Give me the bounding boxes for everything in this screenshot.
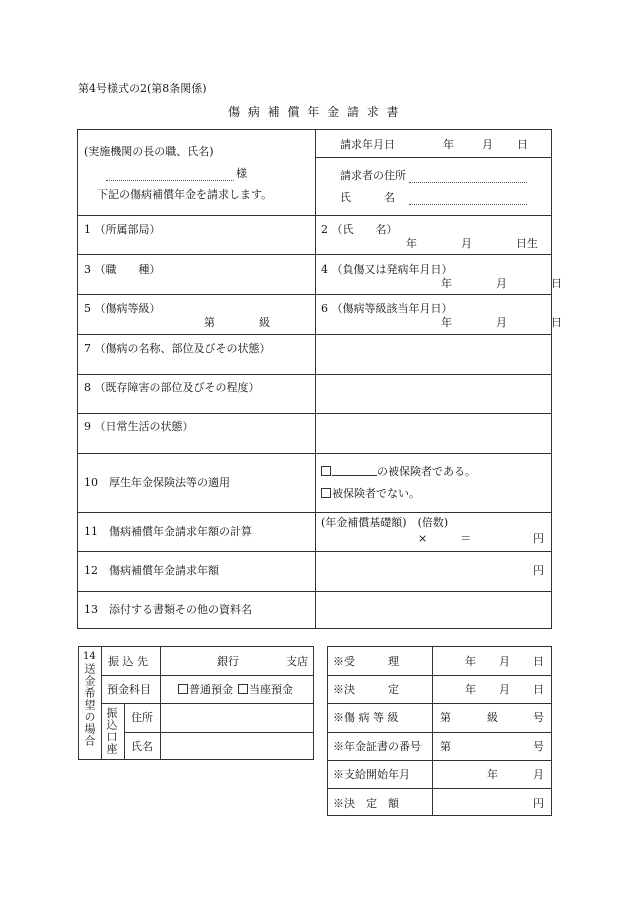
account-type-label: 預金科目 xyxy=(107,683,151,696)
not-insured-checkbox[interactable] xyxy=(321,488,331,498)
remit-number: 14 xyxy=(83,651,96,662)
futsu-checkbox[interactable] xyxy=(178,684,188,694)
toza-checkbox[interactable] xyxy=(238,684,248,694)
toza-option[interactable]: 当座預金 xyxy=(238,683,293,696)
insured-checkbox[interactable] xyxy=(321,466,331,476)
row3-label: 3 （職 種） xyxy=(84,263,161,276)
remit-side-label: 送金希望の場合 xyxy=(83,663,96,747)
row12-label: 12 傷病補償年金請求年額 xyxy=(84,564,219,577)
office-receipt-label: ※受 理 xyxy=(333,655,399,668)
row13-label: 13 添付する書類その他の資料名 xyxy=(84,603,252,616)
branch-label: 支店 xyxy=(286,655,308,668)
row11-calc: × ＝ xyxy=(418,532,472,545)
account-address-label: 住所 xyxy=(131,711,153,724)
row8-label: 8 （既存障害の部位及びその程度） xyxy=(84,381,260,394)
sama-label: 様 xyxy=(236,167,247,180)
row5-label: 5 （傷病等級） xyxy=(84,302,161,315)
row2-label: 2 （氏 名） xyxy=(321,223,398,236)
applicant-name-line[interactable] xyxy=(409,204,527,205)
row1-label: 1 （所属部局） xyxy=(84,223,161,236)
form-number: 第4号様式の2(第8条関係) xyxy=(78,82,207,95)
bank-head: 振 込 先 xyxy=(108,655,148,668)
row2-birthdate: 年 月 日生 xyxy=(406,237,538,250)
row5-grade: 第 級 xyxy=(204,316,270,329)
main-center-divider xyxy=(315,129,316,629)
office-amount-label: ※決 定 額 xyxy=(333,797,399,810)
address-line[interactable] xyxy=(409,182,527,183)
row10-label: 10 厚生年金保険法等の適用 xyxy=(84,476,230,489)
row11-header: (年金補償基礎額) (倍数) xyxy=(321,516,449,529)
office-decision-label: ※決 定 xyxy=(333,683,399,696)
row6-date: 年 月 日 xyxy=(441,316,562,329)
office-use-table xyxy=(327,646,552,816)
row4-date: 年 月 日 xyxy=(441,277,562,290)
row9-label: 9 （日常生活の状態） xyxy=(84,420,194,433)
row10-option-not-insured[interactable]: 被保険者でない。 xyxy=(321,487,420,500)
row7-label: 7 （傷病の名称、部位及びその状態） xyxy=(84,342,271,355)
request-date-label: 請求年月日 xyxy=(340,138,395,151)
futsu-option[interactable]: 普通預金 xyxy=(178,683,233,696)
office-grade-label: ※傷 病 等 級 xyxy=(333,711,399,724)
row10-option-insured[interactable]: の被保険者である。 xyxy=(321,465,476,478)
form-title: 傷 病 補 償 年 金 請 求 書 xyxy=(228,105,401,119)
bank-label: 銀行 xyxy=(217,655,239,668)
address-label: 請求者の住所 xyxy=(340,169,406,182)
addressee-line[interactable] xyxy=(106,180,234,181)
request-text: 下記の傷病補償年金を請求します。 xyxy=(97,188,273,201)
row4-label: 4 （負傷又は発病年月日） xyxy=(321,263,453,276)
row6-label: 6 （傷病等級該当年月日） xyxy=(321,302,453,315)
office-cert-label: ※年金証書の番号 xyxy=(333,740,421,753)
addressee-label: (実施機関の長の職、氏名) xyxy=(84,145,214,158)
office-start-label: ※支給開始年月 xyxy=(333,768,410,781)
row11-label: 11 傷病補償年金請求年額の計算 xyxy=(84,525,252,538)
account-name-label: 氏名 xyxy=(131,740,153,753)
account-side-label: 振込口座 xyxy=(105,707,118,755)
applicant-name-label: 氏 名 xyxy=(340,191,395,204)
